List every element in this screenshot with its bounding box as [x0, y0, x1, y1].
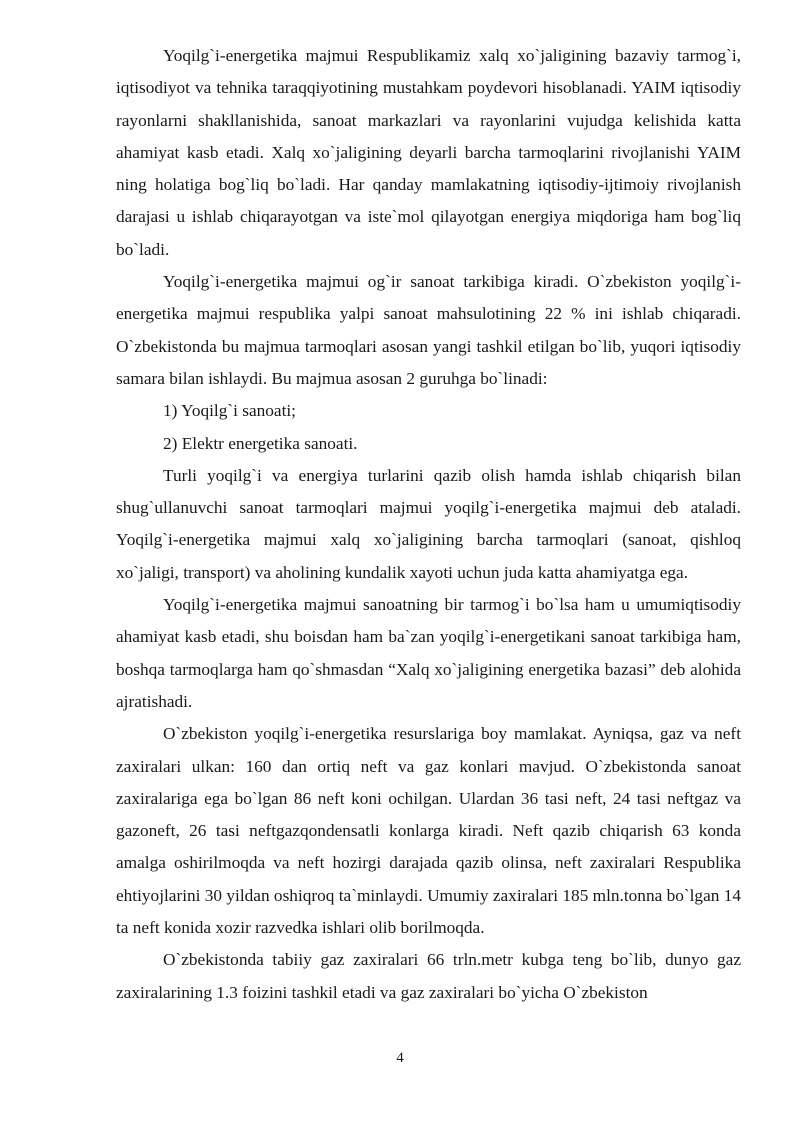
paragraph-3: Turli yoqilg`i va energiya turlarini qazib olish hamda ishlab chiqarish bilan shug`ullanuvchi sanoat tarmoqlari majmui yoqilg`i-energetika majmui deb ataladi. Yoqilg`i-energetika majmui xalq xo`jaligining barcha tarmoqlari (sanoat, qishloq xo`jaligi, transport) va aholining kundalik xayoti uchun juda katta ahamiyatga ega. — [116, 465, 741, 582]
list-item-2: 2) Elektr energetika sanoati. — [163, 433, 358, 453]
list-item-1: 1) Yoqilg`i sanoati; — [163, 401, 296, 421]
paragraph-6: O`zbekistonda tabiiy gaz zaxiralari 66 trln.metr kubga teng bo`lib, dunyo gaz zaxiralarining 1.3 foizini tashkil etadi va gaz zaxiralari bo`yicha O`zbekiston — [116, 950, 741, 1002]
paragraph-2: Yoqilg`i-energetika majmui og`ir sanoat tarkibiga kiradi. O`zbekiston yoqilg`i-energetika majmui respublika yalpi sanoat mahsulotining 22 % ini ishlab chiqaradi. O`zbekistonda bu majmua tarmoqlari asosan yangi tashkil etilgan bo`lib, yuqori iqtisodiy samara bilan ishlaydi. Bu majmua asosan 2 guruhga bo`linadi: — [116, 272, 741, 388]
page-number: 4 — [396, 1050, 404, 1066]
paragraph-4: Yoqilg`i-energetika majmui sanoatning bir tarmog`i bo`lsa ham u umumiqtisodiy ahamiyat kasb etadi, shu boisdan ham ba`zan yoqilg`i-energetikani sanoat tarkibiga ham, boshqa tarmoqlarga ham qo`shmasdan “Xalq xo`jaligining energetika bazasi” deb alohida ajratishadi. — [116, 595, 741, 711]
paragraph-1: Yoqilg`i-energetika majmui Respublikamiz xalq xo`jaligining bazaviy tarmog`i, iqtisodiyot va tehnika taraqqiyotining mustahkam poydevori hisoblanadi. YAIM iqtisodiy rayonlarni shakllanishida, sanoat markazlari va rayonlarini vujudga kelishida katta ahamiyat kasb etadi. Xalq xo`jaligining deyarli barcha tarmoqlarini rivojlanishi YAIM ning holatiga bog`liq bo`ladi. Har qanday mamlakatning iqtisodiy-ijtimoiy rivojlanish darajasi u ishlab chiqarayotgan va iste`mol qilayotgan energiya miqdoriga ham bog`liq bo`ladi. — [116, 46, 741, 259]
document-body — [116, 40, 741, 1009]
paragraph-5: O`zbekiston yoqilg`i-energetika resurslariga boy mamlakat. Ayniqsa, gaz va neft zaxiralari ulkan: 160 dan ortiq neft va gaz konlari mavjud. O`zbekistonda sanoat zaxiralariga ega bo`lgan 86 neft koni ochilgan. Ulardan 36 tasi neft, 24 tasi neftgaz va gazoneft, 26 tasi neftgazqondensatli konlarga kiradi. Neft qazib chiqarish 63 konda amalga oshirilmoqda va neft hozirgi darajada qazib olinsa, neft zaxiralari Respublika ehtiyojlarini 30 yildan oshiqroq ta`minlaydi. Umumiy zaxiralari 185 mln.tonna bo`lgan 14 ta neft konida xozir razvedka ishlari olib borilmoqda. — [116, 724, 741, 938]
